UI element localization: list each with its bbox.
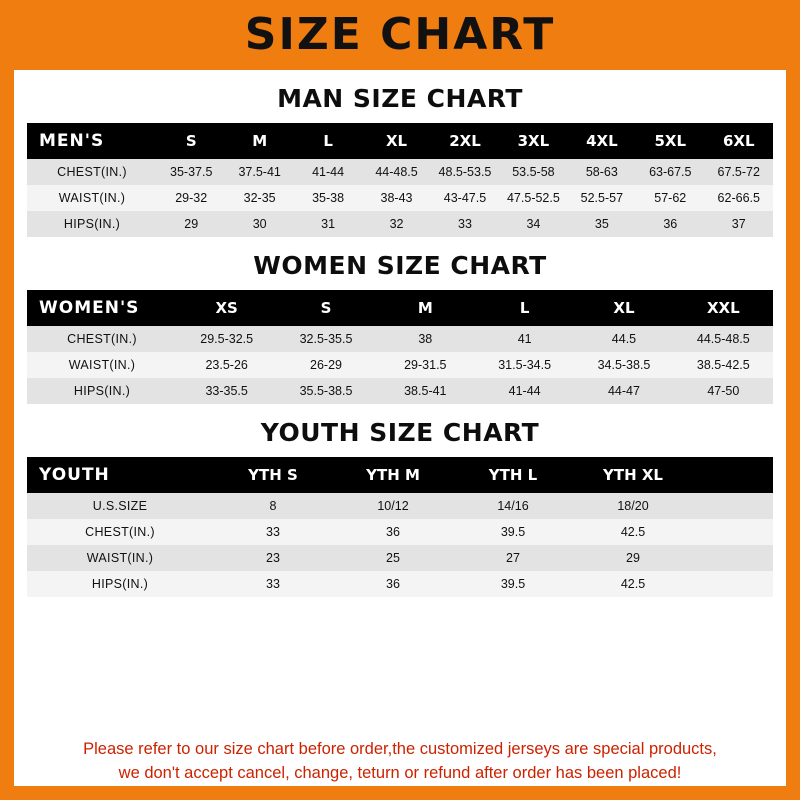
cell: 36 [333,519,453,545]
cell: 33 [213,519,333,545]
column-header: XS [177,290,276,326]
column-header: 6XL [705,123,774,159]
cell: 44-47 [574,378,673,404]
disclaimer-line-2: we don't accept cancel, change, teturn or refund after order has been placed! [118,764,682,783]
cell: 38-43 [362,185,430,211]
table-row [27,519,773,545]
footer-banner [0,786,800,800]
cell: 29-32 [157,185,225,211]
section-title-women: WOMEN SIZE CHART [253,251,547,280]
column-header: YTH S [213,457,333,493]
section-man [24,84,776,237]
column-header: XL [362,123,430,159]
cell: 58-63 [568,159,636,185]
section-title-man: MAN SIZE CHART [277,84,523,113]
cell: 67.5-72 [705,159,774,185]
cell: 36 [333,571,453,597]
cell: 25 [333,545,453,571]
cell: 29-31.5 [376,352,475,378]
column-header: YTH L [453,457,573,493]
table-corner-label: MEN'S [27,123,157,159]
row-label: HIPS(IN.) [27,571,213,597]
column-header: L [475,290,574,326]
cell: 8 [213,493,333,519]
cell-spacer [693,545,773,571]
cell: 42.5 [573,571,693,597]
column-header: 2XL [431,123,499,159]
table-corner-label: YOUTH [27,457,213,493]
table-row [27,211,773,237]
cell: 37 [705,211,774,237]
cell: 38 [376,326,475,352]
cell-spacer [693,493,773,519]
cell: 53.5-58 [499,159,567,185]
cell: 33 [213,571,333,597]
cell: 18/20 [573,493,693,519]
cell: 26-29 [276,352,375,378]
column-header: M [376,290,475,326]
cell: 29 [157,211,225,237]
column-header-spacer [693,457,773,493]
column-header: S [276,290,375,326]
cell-spacer [693,519,773,545]
cell: 35-37.5 [157,159,225,185]
cell: 14/16 [453,493,573,519]
row-label: WAIST(IN.) [27,185,157,211]
men-size-table [27,123,773,237]
section-title-youth: YOUTH SIZE CHART [260,418,540,447]
section-youth [24,418,776,597]
cell: 38.5-42.5 [674,352,773,378]
cell: 62-66.5 [705,185,774,211]
cell: 32 [362,211,430,237]
cell: 44.5-48.5 [674,326,773,352]
row-label: HIPS(IN.) [27,378,177,404]
page-title: SIZE CHART [244,9,556,60]
table-row [27,378,773,404]
cell: 29.5-32.5 [177,326,276,352]
table-row [27,493,773,519]
cell: 35 [568,211,636,237]
cell: 27 [453,545,573,571]
cell: 41-44 [294,159,362,185]
cell: 44-48.5 [362,159,430,185]
cell: 32.5-35.5 [276,326,375,352]
table-header-row [27,457,773,493]
table-row [27,326,773,352]
table-row [27,159,773,185]
cell: 23.5-26 [177,352,276,378]
cell: 33 [431,211,499,237]
cell: 31.5-34.5 [475,352,574,378]
cell: 47-50 [674,378,773,404]
column-header: YTH M [333,457,453,493]
women-size-table [27,290,773,404]
disclaimer-line-1: Please refer to our size chart before order,the customized jerseys are special products, [83,740,717,759]
column-header: 5XL [636,123,704,159]
cell: 63-67.5 [636,159,704,185]
cell: 34 [499,211,567,237]
table-row [27,185,773,211]
column-header: S [157,123,225,159]
table-header-row [27,290,773,326]
column-header: XL [574,290,673,326]
cell: 31 [294,211,362,237]
cell: 33-35.5 [177,378,276,404]
row-label: CHEST(IN.) [27,159,157,185]
cell: 52.5-57 [568,185,636,211]
cell: 57-62 [636,185,704,211]
cell: 39.5 [453,519,573,545]
column-header: M [225,123,293,159]
table-row [27,545,773,571]
cell-spacer [693,571,773,597]
header-banner [0,0,800,70]
cell: 36 [636,211,704,237]
cell: 47.5-52.5 [499,185,567,211]
cell: 39.5 [453,571,573,597]
column-header: YTH XL [573,457,693,493]
cell: 30 [225,211,293,237]
column-header: L [294,123,362,159]
cell: 42.5 [573,519,693,545]
cell: 32-35 [225,185,293,211]
row-label: CHEST(IN.) [27,326,177,352]
charts-container [14,70,786,800]
row-label: HIPS(IN.) [27,211,157,237]
cell: 41 [475,326,574,352]
row-label: CHEST(IN.) [27,519,213,545]
cell: 48.5-53.5 [431,159,499,185]
cell: 35.5-38.5 [276,378,375,404]
table-corner-label: WOMEN'S [27,290,177,326]
cell: 10/12 [333,493,453,519]
cell: 41-44 [475,378,574,404]
cell: 35-38 [294,185,362,211]
row-label: WAIST(IN.) [27,352,177,378]
cell: 29 [573,545,693,571]
section-women [24,251,776,404]
cell: 43-47.5 [431,185,499,211]
table-header-row [27,123,773,159]
cell: 23 [213,545,333,571]
column-header: 3XL [499,123,567,159]
disclaimer-note [14,738,786,786]
cell: 34.5-38.5 [574,352,673,378]
table-row [27,571,773,597]
row-label: WAIST(IN.) [27,545,213,571]
column-header: 4XL [568,123,636,159]
cell: 44.5 [574,326,673,352]
youth-size-table [27,457,773,597]
cell: 37.5-41 [225,159,293,185]
cell: 38.5-41 [376,378,475,404]
table-row [27,352,773,378]
column-header: XXL [674,290,773,326]
row-label: U.S.SIZE [27,493,213,519]
